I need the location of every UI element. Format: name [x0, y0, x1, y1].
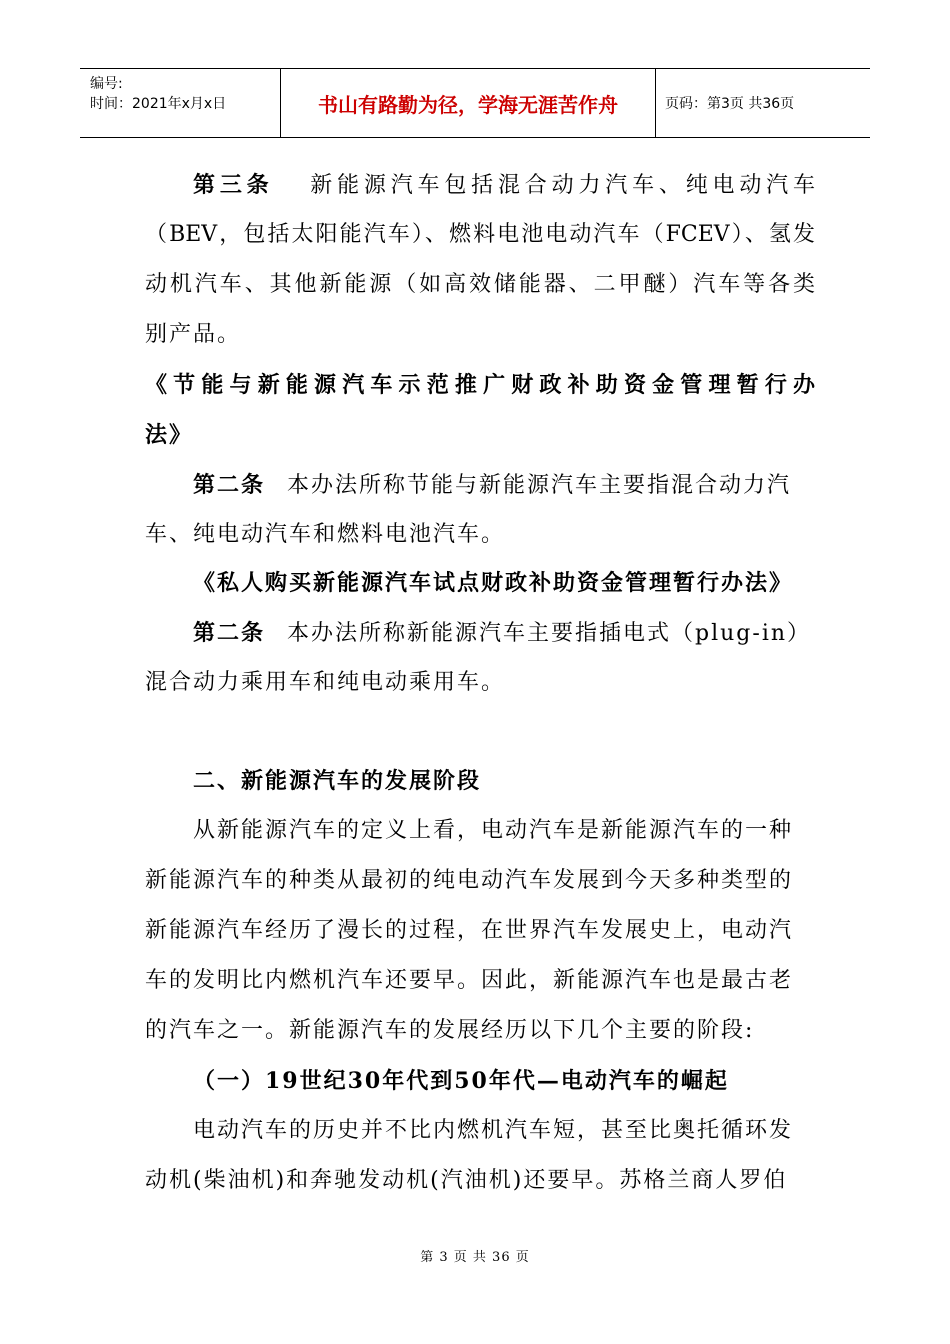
paragraph-line	[145, 618, 815, 649]
paragraph-line: 从新能源汽车的定义上看，电动汽车是新能源汽车的一种	[193, 818, 794, 843]
paragraph-line: （BEV，包括太阳能汽车）、燃料电池电动汽车（FCEV）、氢发	[145, 222, 815, 247]
article-label: 第二条	[193, 472, 266, 498]
paragraph-line: 别产品。	[145, 322, 242, 347]
article-label: 第三条	[193, 172, 274, 198]
paragraph-line: 新能源汽车经历了漫长的过程，在世界汽车发展史上，电动汽	[145, 918, 794, 943]
regulation-title: 《节能与新能源汽车示范推广财政补助资金管理暂行办	[145, 372, 815, 398]
paragraph-line	[145, 470, 815, 501]
page-footer: 第 3 页 共 36 页	[420, 1250, 530, 1265]
header-motto: 书山有路勤为径，学海无涯苦作舟	[318, 92, 618, 117]
article-label: 第二条	[193, 620, 266, 646]
paragraph-line: 新能源汽车的种类从最初的纯电动汽车发展到今天多种类型的	[145, 868, 794, 893]
paragraph-line: 车、纯电动汽车和燃料电池汽车。	[145, 522, 506, 547]
paragraph-line: 车的发明比内燃机汽车还要早。因此，新能源汽车也是最古老	[145, 968, 794, 993]
subsection-heading: （一）19世纪30年代到50年代—电动汽车的崛起	[193, 1068, 729, 1094]
paragraph-line: 动机(柴油机)和奔驰发动机(汽油机)还要早。苏格兰商人罗伯	[145, 1168, 788, 1193]
regulation-title: 《私人购买新能源汽车试点财政补助资金管理暂行办法》	[193, 570, 794, 596]
section-heading: 二、新能源汽车的发展阶段	[193, 768, 482, 794]
number-label: 编号:	[90, 76, 123, 92]
date-label: 时间：2021年x月x日	[90, 96, 227, 112]
paragraph-line: 动机汽车、其他新能源（如高效储能器、二甲醚）汽车等各类	[145, 272, 815, 297]
regulation-title: 法》	[145, 422, 194, 448]
paragraph-text: 新能源汽车包括混合动力汽车、纯电动汽车	[305, 173, 815, 198]
header-page-label: 页码：第3页 共36页	[665, 96, 795, 112]
header-divider	[655, 69, 656, 137]
page-header	[80, 68, 870, 138]
paragraph-line: 混合动力乘用车和纯电动乘用车。	[145, 670, 506, 695]
paragraph-line: 的汽车之一。新能源汽车的发展经历以下几个主要的阶段:	[145, 1018, 755, 1043]
paragraph-text: 本办法所称节能与新能源汽车主要指混合动力汽	[287, 473, 792, 498]
paragraph-line	[145, 170, 815, 201]
header-meta	[90, 74, 226, 114]
paragraph-text: 本办法所称新能源汽车主要指插电式（plug-in）	[287, 621, 812, 646]
paragraph-line: 电动汽车的历史并不比内燃机汽车短，甚至比奥托循环发	[193, 1118, 794, 1143]
